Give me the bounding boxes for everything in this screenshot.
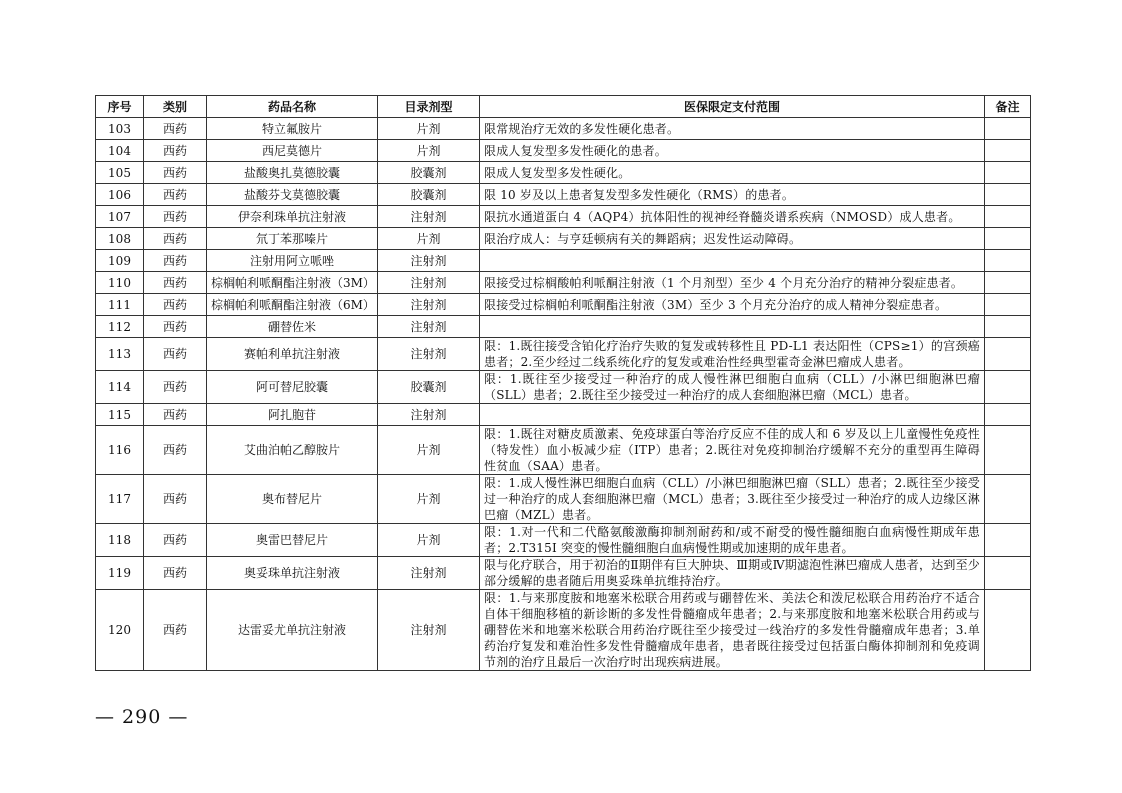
cell-dosage-form: 注射剂	[378, 590, 480, 671]
cell-category: 西药	[144, 272, 207, 294]
cell-category: 西药	[144, 557, 207, 590]
cell-remarks	[985, 404, 1031, 426]
table-row	[96, 272, 1031, 294]
cell-no: 114	[96, 371, 144, 404]
cell-remarks	[985, 557, 1031, 590]
cell-drug-name: 阿可替尼胶囊	[207, 371, 378, 404]
cell-remarks	[985, 338, 1031, 371]
cell-no: 107	[96, 206, 144, 228]
cell-remarks	[985, 590, 1031, 671]
cell-dosage-form: 注射剂	[378, 404, 480, 426]
cell-drug-name: 赛帕利单抗注射液	[207, 338, 378, 371]
cell-category: 西药	[144, 228, 207, 250]
table-row	[96, 294, 1031, 316]
table-row	[96, 184, 1031, 206]
cell-drug-name: 注射用阿立哌唑	[207, 250, 378, 272]
drug-table	[95, 95, 1031, 671]
cell-no: 120	[96, 590, 144, 671]
cell-payment-scope	[480, 250, 985, 272]
cell-dosage-form: 胶囊剂	[378, 371, 480, 404]
cell-payment-scope: 限与化疗联合，用于初治的Ⅱ期伴有巨大肿块、Ⅲ期或Ⅳ期滤泡性淋巴瘤成人患者，达到至少部分缓解的患者随后用奥妥珠单抗维持治疗。	[480, 557, 985, 590]
cell-remarks	[985, 475, 1031, 524]
cell-payment-scope: 限：1.对一代和二代酪氨酸激酶抑制剂耐药和/或不耐受的慢性髓细胞白血病慢性期成年患者；2.T315I 突变的慢性髓细胞白血病慢性期或加速期的成年患者。	[480, 524, 985, 557]
cell-dosage-form: 注射剂	[378, 557, 480, 590]
cell-category: 西药	[144, 590, 207, 671]
table-row	[96, 118, 1031, 140]
cell-payment-scope: 限 10 岁及以上患者复发型多发性硬化（RMS）的患者。	[480, 184, 985, 206]
cell-no: 118	[96, 524, 144, 557]
cell-remarks	[985, 294, 1031, 316]
cell-category: 西药	[144, 404, 207, 426]
cell-dosage-form: 注射剂	[378, 294, 480, 316]
cell-drug-name: 盐酸芬戈莫德胶囊	[207, 184, 378, 206]
cell-drug-name: 阿扎胞苷	[207, 404, 378, 426]
cell-remarks	[985, 426, 1031, 475]
header-category: 类别	[144, 96, 207, 118]
table-row	[96, 404, 1031, 426]
cell-remarks	[985, 371, 1031, 404]
cell-dosage-form: 注射剂	[378, 272, 480, 294]
table-row	[96, 250, 1031, 272]
table-row	[96, 524, 1031, 557]
cell-remarks	[985, 140, 1031, 162]
cell-drug-name: 伊奈利珠单抗注射液	[207, 206, 378, 228]
cell-no: 110	[96, 272, 144, 294]
cell-no: 115	[96, 404, 144, 426]
table-row	[96, 426, 1031, 475]
cell-payment-scope: 限：1.既往接受含铂化疗治疗失败的复发或转移性且 PD-L1 表达阳性（CPS≥1）的宫颈癌患者；2.至少经过二线系统化疗的复发或难治性经典型霍奇金淋巴瘤成人患者。	[480, 338, 985, 371]
cell-drug-name: 达雷妥尤单抗注射液	[207, 590, 378, 671]
cell-category: 西药	[144, 140, 207, 162]
cell-category: 西药	[144, 316, 207, 338]
table-row	[96, 590, 1031, 671]
table-row	[96, 338, 1031, 371]
cell-remarks	[985, 184, 1031, 206]
cell-dosage-form: 片剂	[378, 426, 480, 475]
table-header-row	[96, 96, 1031, 118]
cell-drug-name: 艾曲泊帕乙醇胺片	[207, 426, 378, 475]
table-row	[96, 557, 1031, 590]
cell-remarks	[985, 272, 1031, 294]
cell-drug-name: 奥布替尼片	[207, 475, 378, 524]
cell-no: 116	[96, 426, 144, 475]
cell-no: 105	[96, 162, 144, 184]
cell-category: 西药	[144, 184, 207, 206]
cell-category: 西药	[144, 294, 207, 316]
table-row	[96, 475, 1031, 524]
cell-no: 104	[96, 140, 144, 162]
cell-category: 西药	[144, 250, 207, 272]
table-row	[96, 316, 1031, 338]
cell-payment-scope: 限治疗成人：与亨廷顿病有关的舞蹈病；迟发性运动障碍。	[480, 228, 985, 250]
cell-payment-scope: 限：1.与来那度胺和地塞米松联合用药或与硼替佐米、美法仑和泼尼松联合用药治疗不适合自体干细胞移植的新诊断的多发性骨髓瘤成年患者；2.与来那度胺和地塞米松联合用药或与硼替佐米和地塞米松联合用药治疗既往至少接受过一线治疗的多发性骨髓瘤成年患者；3.单药治疗复发和难治性多发性骨髓瘤成年患者，患者既往接受过包括蛋白酶体抑制剂和免疫调节剂的治疗且最后一次治疗时出现疾病进展。	[480, 590, 985, 671]
cell-dosage-form: 胶囊剂	[378, 184, 480, 206]
cell-payment-scope: 限接受过棕榈酸帕利哌酮注射液（1 个月剂型）至少 4 个月充分治疗的精神分裂症患者。	[480, 272, 985, 294]
cell-payment-scope: 限成人复发型多发性硬化。	[480, 162, 985, 184]
cell-drug-name: 盐酸奥扎莫德胶囊	[207, 162, 378, 184]
cell-no: 113	[96, 338, 144, 371]
cell-dosage-form: 片剂	[378, 524, 480, 557]
cell-category: 西药	[144, 426, 207, 475]
table-row	[96, 371, 1031, 404]
cell-drug-name: 奥雷巴替尼片	[207, 524, 378, 557]
cell-payment-scope: 限抗水通道蛋白 4（AQP4）抗体阳性的视神经脊髓炎谱系疾病（NMOSD）成人患者。	[480, 206, 985, 228]
cell-category: 西药	[144, 162, 207, 184]
cell-category: 西药	[144, 371, 207, 404]
cell-drug-name: 特立氟胺片	[207, 118, 378, 140]
cell-remarks	[985, 162, 1031, 184]
header-payment-scope: 医保限定支付范围	[480, 96, 985, 118]
cell-drug-name: 棕榈帕利哌酮酯注射液（6M）	[207, 294, 378, 316]
cell-dosage-form: 注射剂	[378, 338, 480, 371]
cell-remarks	[985, 206, 1031, 228]
table-row	[96, 162, 1031, 184]
cell-drug-name: 奥妥珠单抗注射液	[207, 557, 378, 590]
cell-dosage-form: 注射剂	[378, 250, 480, 272]
cell-remarks	[985, 524, 1031, 557]
cell-payment-scope: 限：1.既往对糖皮质激素、免疫球蛋白等治疗反应不佳的成人和 6 岁及以上儿童慢性免疫性（特发性）血小板减少症（ITP）患者；2.既往对免疫抑制治疗缓解不充分的重型再生障碍性贫血（SAA）患者。	[480, 426, 985, 475]
cell-dosage-form: 片剂	[378, 228, 480, 250]
cell-payment-scope: 限：1.成人慢性淋巴细胞白血病（CLL）/小淋巴细胞淋巴瘤（SLL）患者；2.既往至少接受过一种治疗的成人套细胞淋巴瘤（MCL）患者；3.既往至少接受过一种治疗的成人边缘区淋巴瘤（MZL）患者。	[480, 475, 985, 524]
cell-no: 109	[96, 250, 144, 272]
cell-payment-scope: 限成人复发型多发性硬化的患者。	[480, 140, 985, 162]
cell-dosage-form: 片剂	[378, 118, 480, 140]
cell-drug-name: 西尼莫德片	[207, 140, 378, 162]
cell-remarks	[985, 118, 1031, 140]
table-row	[96, 140, 1031, 162]
cell-no: 112	[96, 316, 144, 338]
cell-remarks	[985, 228, 1031, 250]
cell-category: 西药	[144, 118, 207, 140]
cell-category: 西药	[144, 524, 207, 557]
table-body	[96, 118, 1031, 671]
cell-dosage-form: 注射剂	[378, 316, 480, 338]
cell-drug-name: 氘丁苯那嗪片	[207, 228, 378, 250]
cell-payment-scope	[480, 316, 985, 338]
table-row	[96, 206, 1031, 228]
cell-no: 106	[96, 184, 144, 206]
header-remarks: 备注	[985, 96, 1031, 118]
cell-category: 西药	[144, 338, 207, 371]
cell-no: 108	[96, 228, 144, 250]
cell-payment-scope: 限：1.既往至少接受过一种治疗的成人慢性淋巴细胞白血病（CLL）/小淋巴细胞淋巴瘤（SLL）患者；2.既往至少接受过一种治疗的成人套细胞淋巴瘤（MCL）患者。	[480, 371, 985, 404]
cell-category: 西药	[144, 206, 207, 228]
cell-category: 西药	[144, 475, 207, 524]
page-number: — 290 —	[95, 706, 189, 728]
cell-remarks	[985, 250, 1031, 272]
header-no: 序号	[96, 96, 144, 118]
cell-no: 111	[96, 294, 144, 316]
cell-payment-scope	[480, 404, 985, 426]
cell-dosage-form: 注射剂	[378, 206, 480, 228]
header-dosage-form: 目录剂型	[378, 96, 480, 118]
cell-payment-scope: 限常规治疗无效的多发性硬化患者。	[480, 118, 985, 140]
table-row	[96, 228, 1031, 250]
cell-no: 119	[96, 557, 144, 590]
cell-dosage-form: 片剂	[378, 475, 480, 524]
cell-remarks	[985, 316, 1031, 338]
cell-payment-scope: 限接受过棕榈帕利哌酮酯注射液（3M）至少 3 个月充分治疗的成人精神分裂症患者。	[480, 294, 985, 316]
cell-no: 103	[96, 118, 144, 140]
header-drug-name: 药品名称	[207, 96, 378, 118]
cell-dosage-form: 片剂	[378, 140, 480, 162]
cell-dosage-form: 胶囊剂	[378, 162, 480, 184]
cell-drug-name: 棕榈帕利哌酮酯注射液（3M）	[207, 272, 378, 294]
cell-no: 117	[96, 475, 144, 524]
cell-drug-name: 硼替佐米	[207, 316, 378, 338]
